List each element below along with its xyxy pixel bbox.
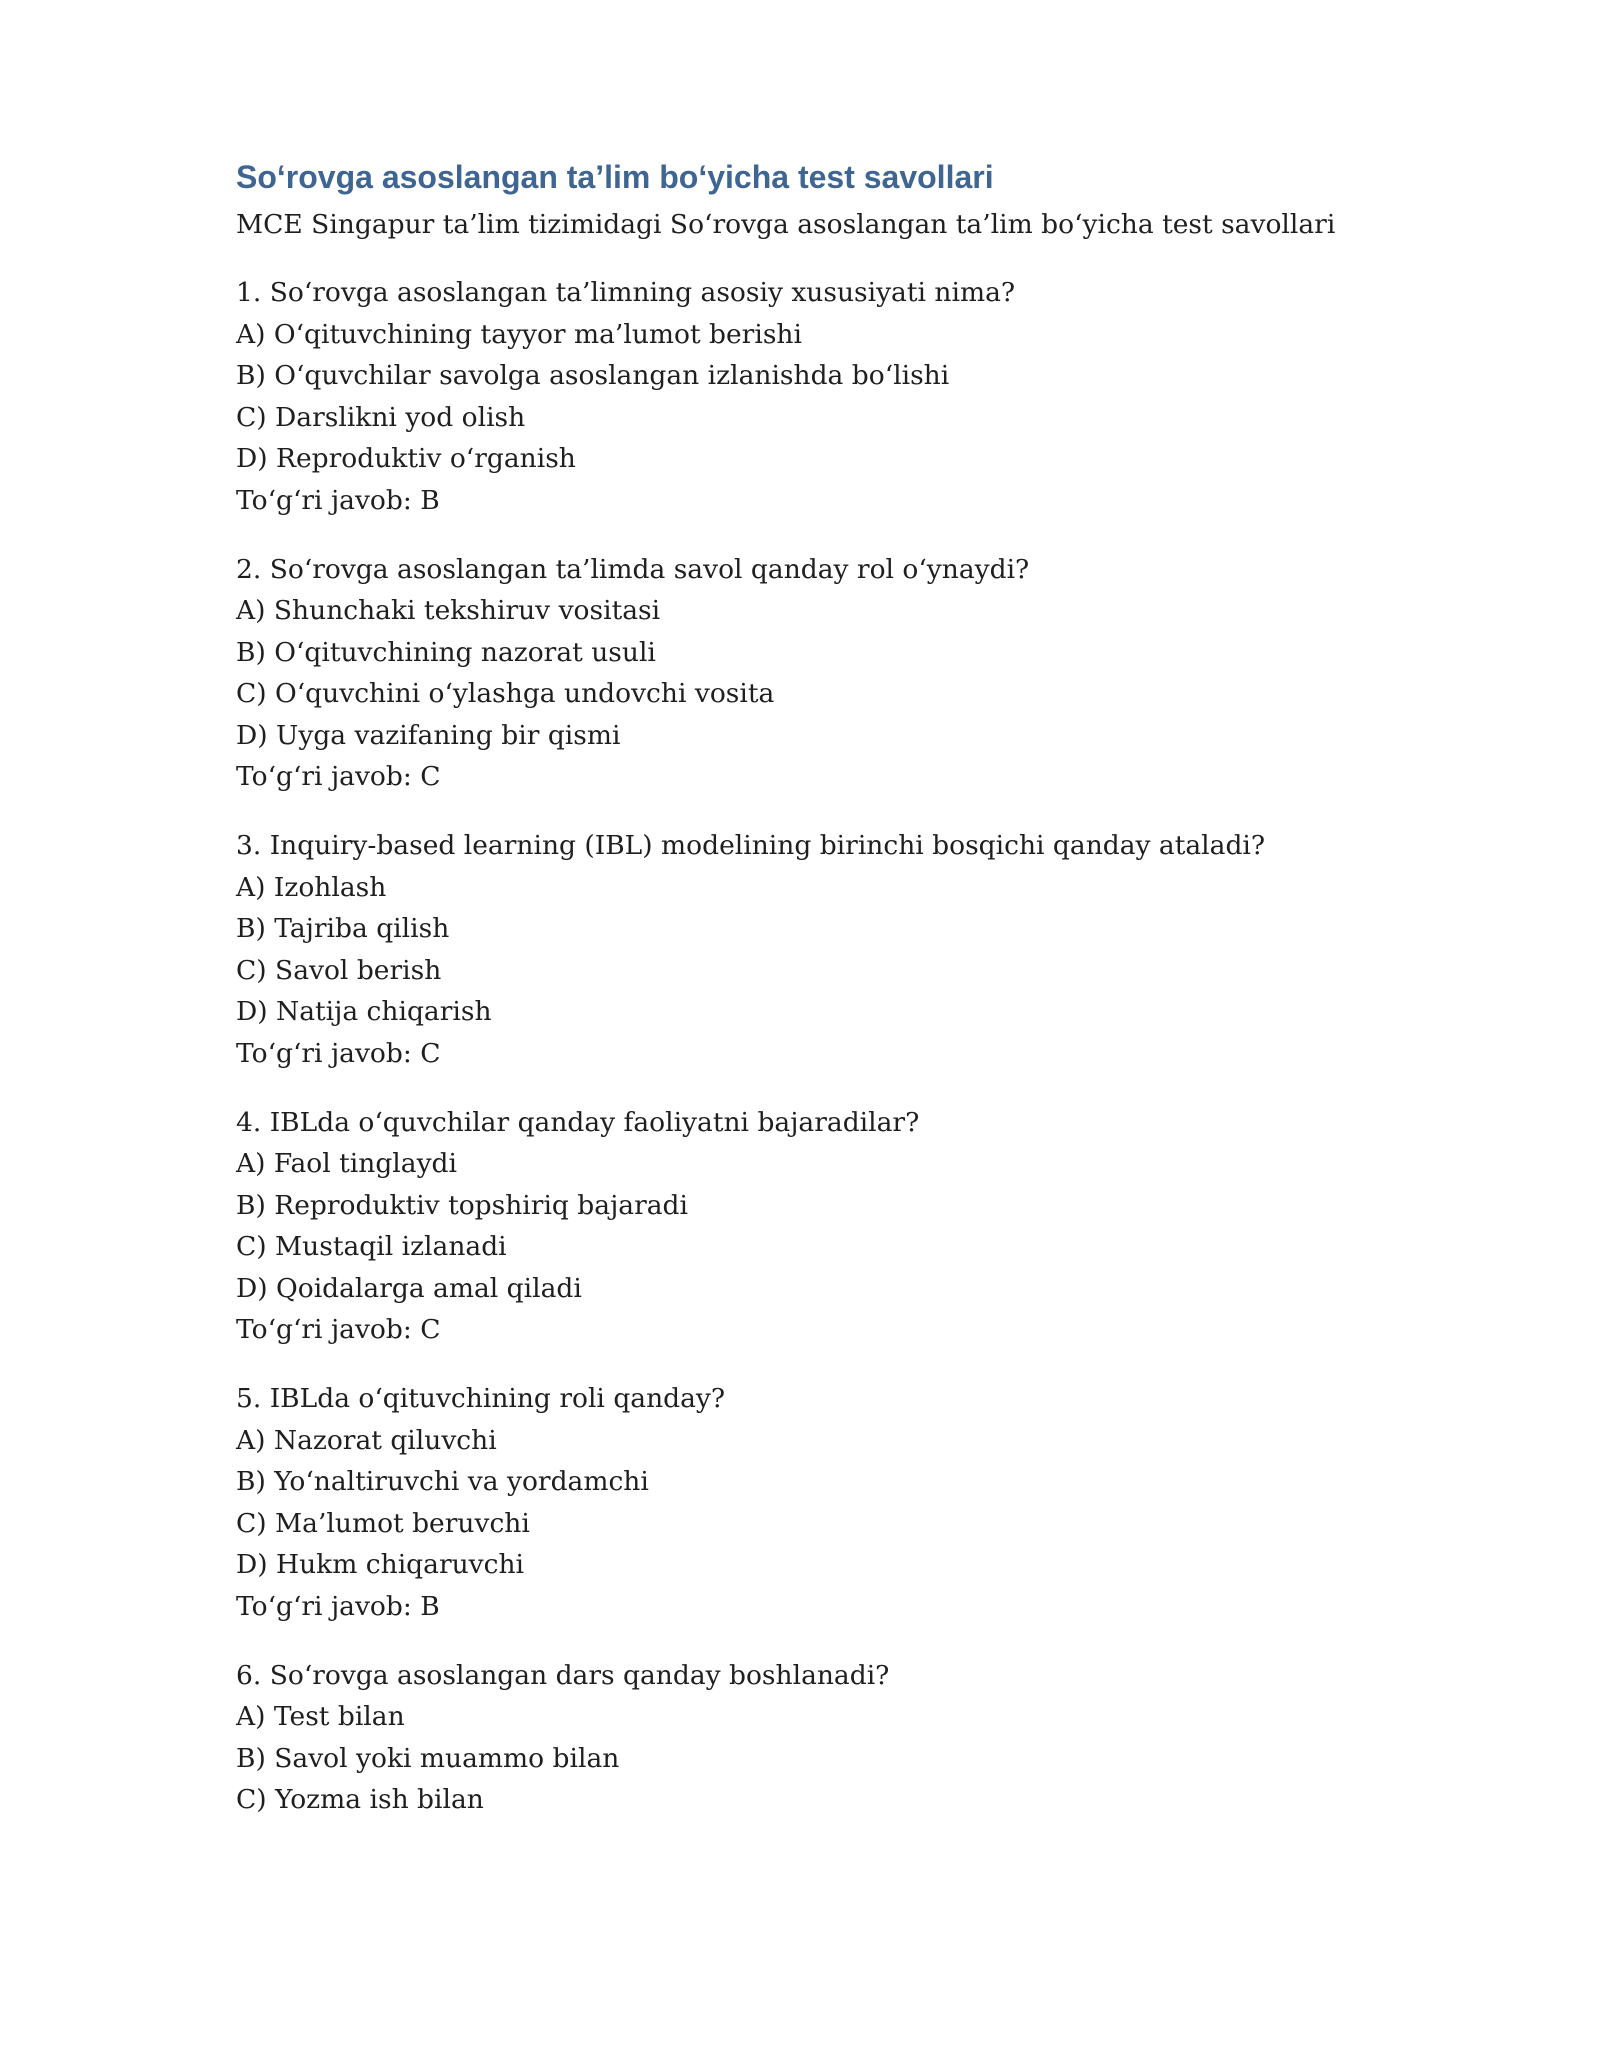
- question-block-3: [236, 825, 1436, 1074]
- correct-answer: To‘g‘ri javob: C: [236, 761, 441, 792]
- answer-option: C) Yozma ish bilan: [236, 1784, 484, 1815]
- answer-option: C) Savol berish: [236, 954, 442, 986]
- answer-option: B) Savol yoki muammo bilan: [236, 1742, 620, 1774]
- answer-option: A) Izohlash: [236, 871, 387, 903]
- question-text: 2. So‘rovga asoslangan ta’limda savol qanday rol o‘ynaydi?: [236, 553, 1030, 585]
- answer-option: A) Test bilan: [236, 1701, 405, 1732]
- answer-option: A) Nazorat qiluvchi: [236, 1424, 497, 1456]
- correct-answer: To‘g‘ri javob: B: [236, 484, 440, 516]
- question-list: [236, 272, 1436, 1821]
- answer-option: C) O‘quvchini o‘ylashga undovchi vosita: [236, 678, 775, 709]
- document-page: [236, 150, 1436, 1848]
- document-subtitle: MCE Singapur ta’lim tizimidagi So‘rovga asoslangan ta’lim bo‘yicha test savollari: [236, 209, 1336, 240]
- answer-option: B) O‘qituvchining nazorat usuli: [236, 636, 656, 668]
- answer-option: A) Shunchaki tekshiruv vositasi: [236, 595, 661, 626]
- question-text: 3. Inquiry-based learning (IBL) modelining birinchi bosqichi qanday ataladi?: [236, 830, 1266, 861]
- answer-option: A) Faol tinglaydi: [236, 1148, 457, 1179]
- answer-option: D) Reproduktiv o‘rganish: [236, 443, 576, 474]
- answer-option: B) Yo‘naltiruvchi va yordamchi: [236, 1466, 649, 1497]
- question-block-5: [236, 1378, 1436, 1627]
- answer-option: C) Darslikni yod olish: [236, 401, 526, 433]
- answer-option: B) O‘quvchilar savolga asoslangan izlanishda bo‘lishi: [236, 360, 950, 391]
- correct-answer: To‘g‘ri javob: C: [236, 1037, 441, 1069]
- answer-option: C) Mustaqil izlanadi: [236, 1231, 507, 1262]
- question-text: 4. IBLda o‘quvchilar qanday faoliyatni bajaradilar?: [236, 1106, 920, 1138]
- answer-option: A) O‘qituvchining tayyor ma’lumot berishi: [236, 318, 802, 350]
- answer-option: B) Tajriba qilish: [236, 913, 450, 944]
- correct-answer: To‘g‘ri javob: B: [236, 1590, 440, 1622]
- question-text: 1. So‘rovga asoslangan ta’limning asosiy xususiyati nima?: [236, 277, 1016, 308]
- answer-option: D) Uyga vazifaning bir qismi: [236, 719, 621, 751]
- question-block-4: [236, 1102, 1436, 1351]
- answer-option: C) Ma’lumot beruvchi: [236, 1507, 530, 1539]
- question-text: 6. So‘rovga asoslangan dars qanday boshlanadi?: [236, 1659, 890, 1691]
- question-text: 5. IBLda o‘qituvchining roli qanday?: [236, 1383, 726, 1414]
- answer-option: B) Reproduktiv topshiriq bajaradi: [236, 1189, 688, 1221]
- question-block-2: [236, 549, 1436, 798]
- answer-option: D) Natija chiqarish: [236, 996, 492, 1027]
- answer-option: D) Hukm chiqaruvchi: [236, 1549, 525, 1580]
- correct-answer: To‘g‘ri javob: C: [236, 1314, 441, 1345]
- document-title: So‘rovga asoslangan ta’lim bo‘yicha test savollari: [236, 159, 994, 195]
- question-block-1: [236, 272, 1436, 521]
- answer-option: D) Qoidalarga amal qiladi: [236, 1272, 582, 1304]
- question-block-6: [236, 1655, 1436, 1821]
